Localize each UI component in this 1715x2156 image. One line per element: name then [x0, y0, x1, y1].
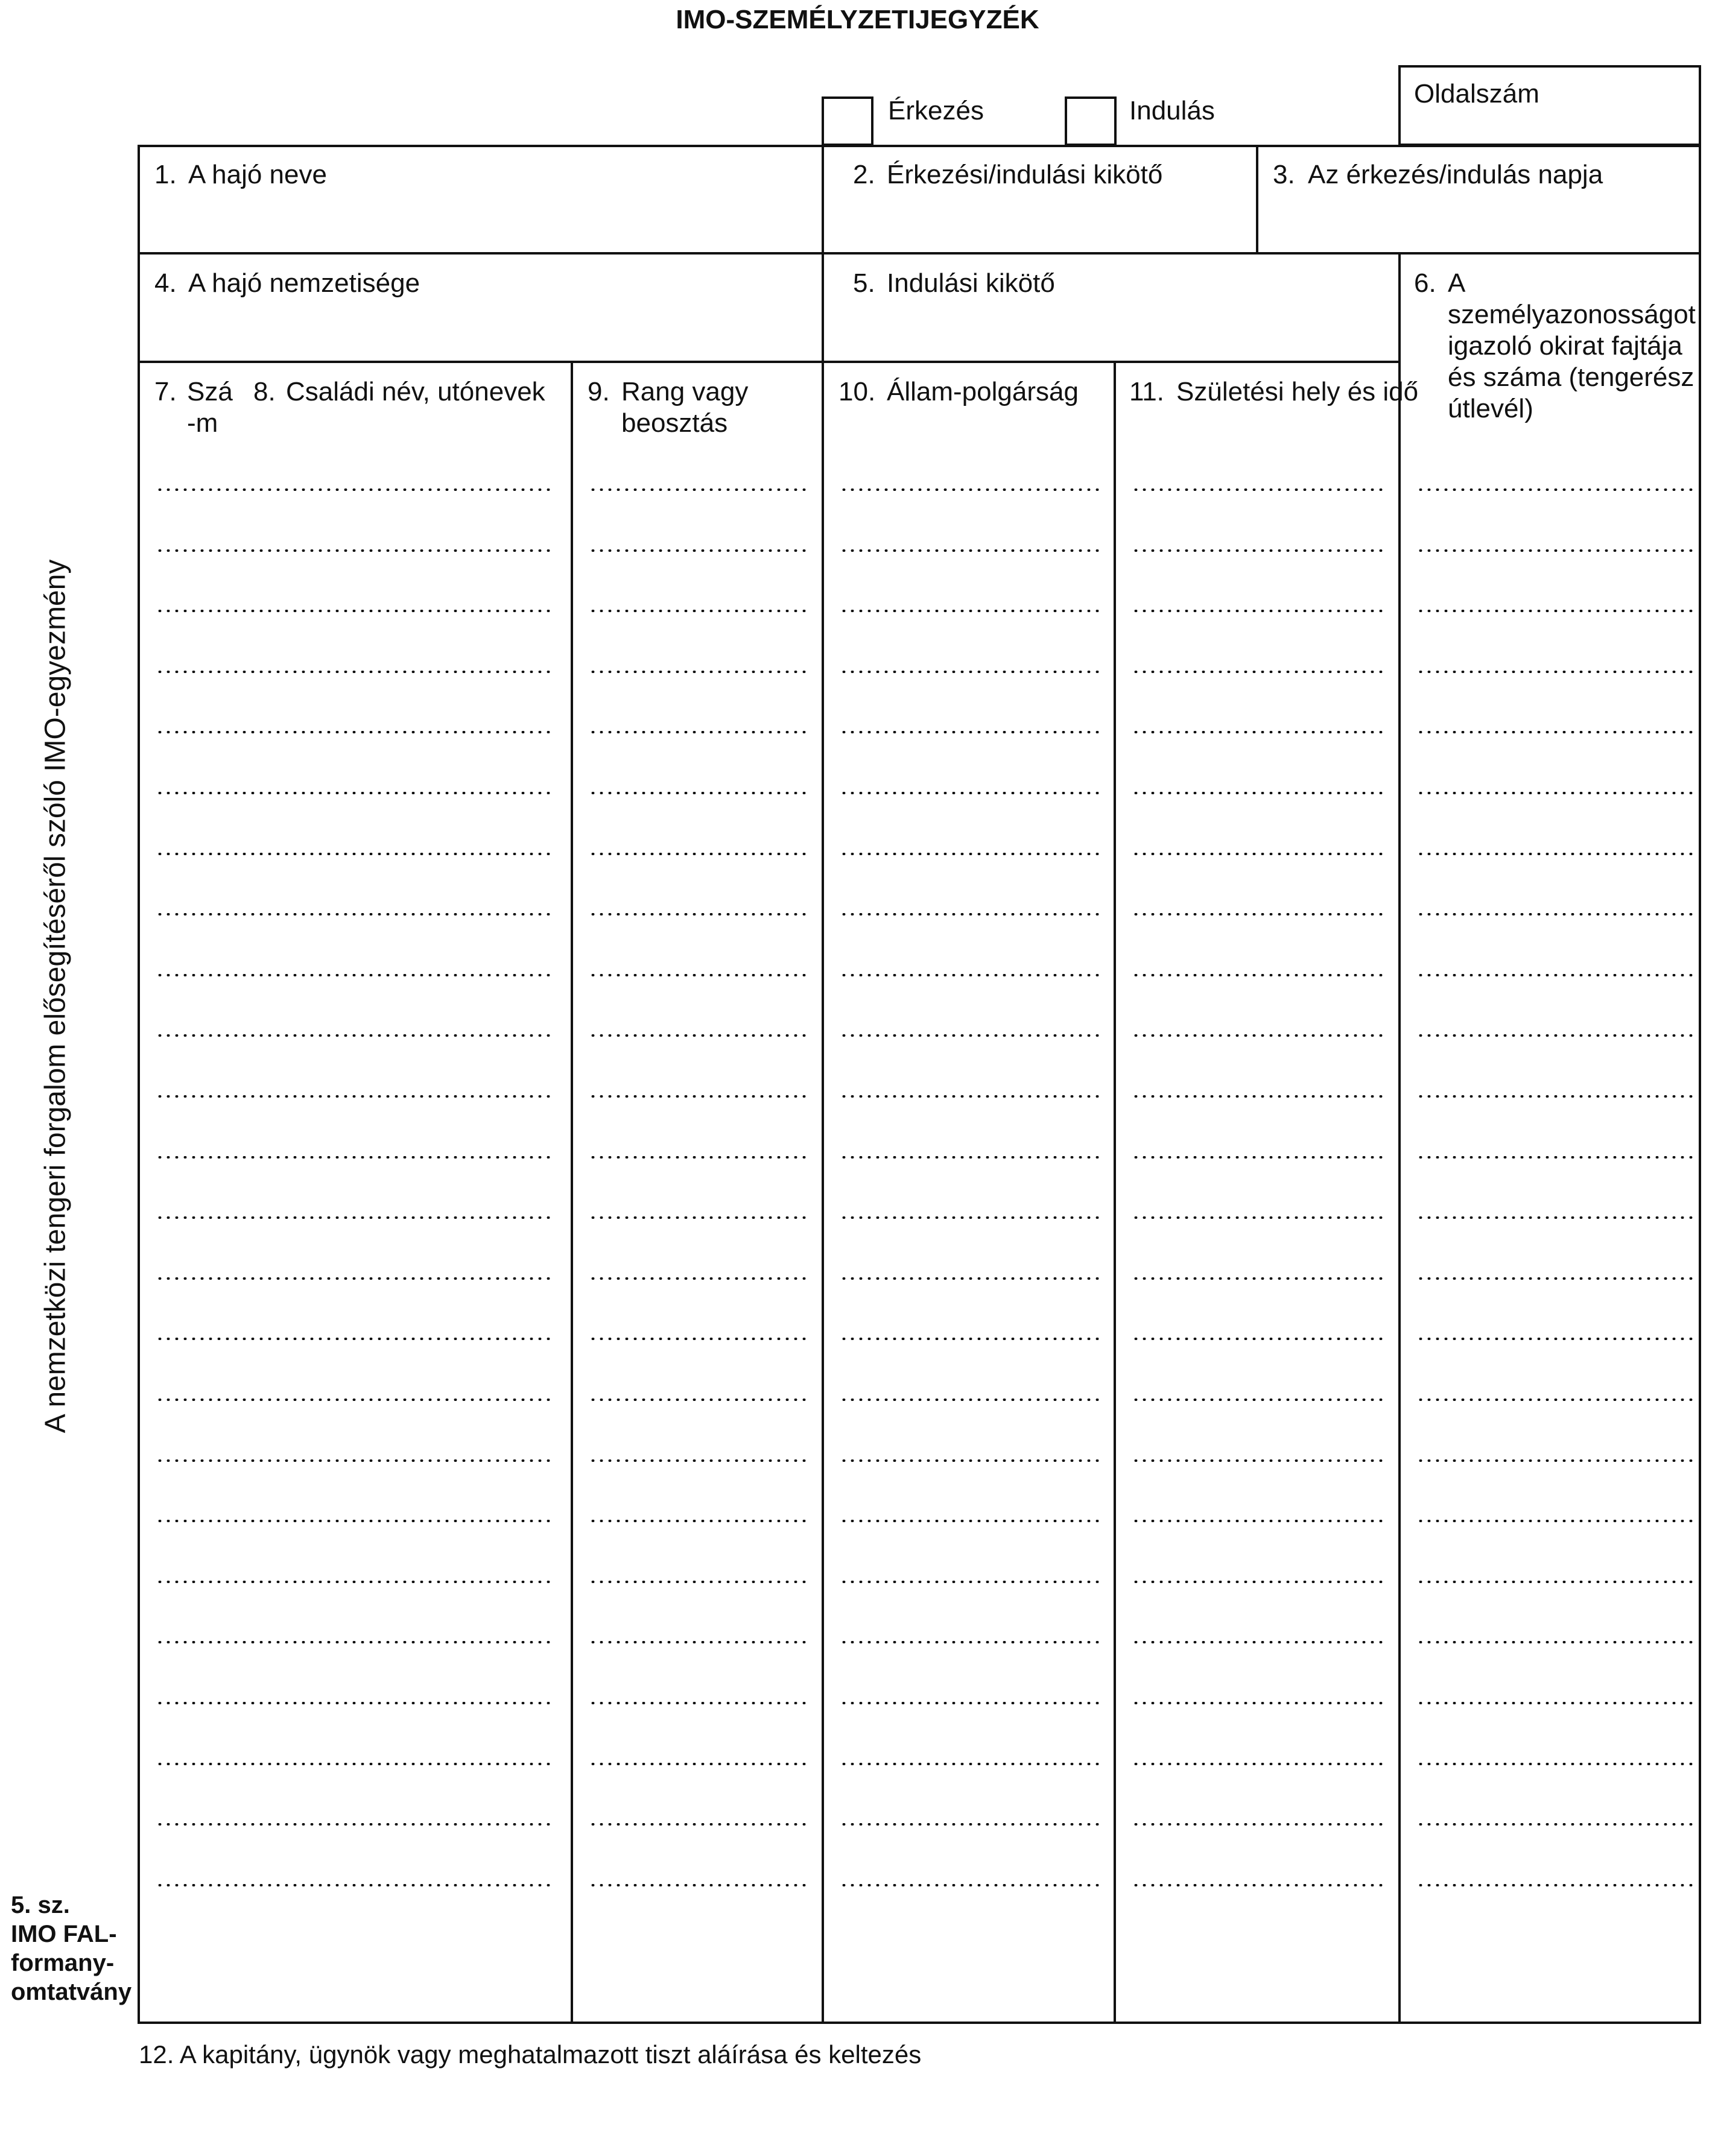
entry-dotted-line[interactable]: [156, 1216, 555, 1219]
entry-dotted-line[interactable]: [840, 1156, 1102, 1159]
entry-dotted-line[interactable]: [1132, 1884, 1386, 1886]
entry-dotted-line[interactable]: [1132, 1034, 1386, 1037]
entry-dotted-line[interactable]: [156, 1702, 555, 1704]
col-divider-c: [1398, 252, 1401, 2024]
entry-dotted-line[interactable]: [840, 1338, 1102, 1340]
field-11-label: Születési hely és idő: [1176, 377, 1419, 406]
entry-dotted-line[interactable]: [589, 671, 808, 673]
col-divider-d: [571, 361, 573, 2024]
form-number-line: IMO FAL-: [11, 1921, 117, 1947]
row-divider-1: [138, 252, 1701, 254]
entry-dotted-line[interactable]: [840, 488, 1102, 491]
entry-dotted-line[interactable]: [1132, 1399, 1386, 1401]
page-number-label: Oldalszám: [1414, 79, 1539, 109]
entry-dotted-line[interactable]: [1132, 1277, 1386, 1280]
entry-dotted-line[interactable]: [1416, 1338, 1694, 1340]
entry-dotted-line[interactable]: [1416, 1641, 1694, 1643]
entry-dotted-line[interactable]: [589, 853, 808, 855]
entry-dotted-line[interactable]: [156, 1034, 555, 1037]
entry-dotted-line[interactable]: [1416, 1277, 1694, 1280]
entry-dotted-line[interactable]: [589, 1095, 808, 1098]
entry-dotted-line[interactable]: [840, 1884, 1102, 1886]
field-8-number: 8.: [253, 377, 276, 406]
field-1-number: 1.: [154, 160, 177, 189]
entry-dotted-line[interactable]: [156, 1641, 555, 1643]
entry-dotted-line[interactable]: [1416, 1034, 1694, 1037]
entry-dotted-line[interactable]: [156, 1277, 555, 1280]
entry-dotted-line[interactable]: [589, 1884, 808, 1886]
entry-dotted-line[interactable]: [1132, 1338, 1386, 1340]
field-11-number: 11.: [1129, 377, 1164, 406]
entry-dotted-line[interactable]: [1416, 1763, 1694, 1765]
field-3-number: 3.: [1273, 160, 1295, 189]
entry-dotted-line[interactable]: [1416, 1702, 1694, 1704]
entry-dotted-line[interactable]: [1132, 1702, 1386, 1704]
form-number: [11, 1891, 132, 2006]
field-8-label: Családi név, utónevek: [286, 377, 545, 406]
entry-dotted-line[interactable]: [1132, 1095, 1386, 1098]
entry-dotted-line[interactable]: [156, 1156, 555, 1159]
entry-dotted-line[interactable]: [840, 1095, 1102, 1098]
entry-dotted-line[interactable]: [589, 1823, 808, 1826]
entry-dotted-line[interactable]: [840, 1702, 1102, 1704]
entry-dotted-line[interactable]: [589, 1702, 808, 1704]
entry-dotted-line[interactable]: [1416, 974, 1694, 976]
entry-dotted-line[interactable]: [589, 610, 808, 612]
entry-dotted-line[interactable]: [840, 1581, 1102, 1583]
field-2-number: 2.: [853, 160, 875, 189]
entry-dotted-line[interactable]: [156, 1520, 555, 1522]
entry-dotted-line[interactable]: [840, 1641, 1102, 1643]
entry-dotted-line[interactable]: [156, 610, 555, 612]
entry-dotted-line[interactable]: [840, 974, 1102, 976]
entry-dotted-line[interactable]: [589, 1156, 808, 1159]
arrival-checkbox[interactable]: [822, 96, 873, 146]
entry-dotted-line[interactable]: [1132, 1216, 1386, 1219]
field-5-number: 5.: [853, 268, 875, 298]
row-divider-2: [138, 361, 1400, 363]
entry-dotted-line[interactable]: [589, 1641, 808, 1643]
entry-dotted-line[interactable]: [156, 1823, 555, 1826]
form-number-line: omtatvány: [11, 1979, 132, 2005]
entry-dotted-line[interactable]: [589, 731, 808, 733]
entry-dotted-line[interactable]: [156, 549, 555, 552]
entry-dotted-line[interactable]: [1132, 610, 1386, 612]
entry-dotted-line[interactable]: [156, 974, 555, 976]
signature-line-label: 12. A kapitány, ügynök vagy meghatalmazott tiszt aláírása és keltezés: [139, 2040, 922, 2069]
entry-dotted-line[interactable]: [1416, 1884, 1694, 1886]
field-2-label: Érkezési/indulási kikötő: [887, 160, 1163, 189]
entry-dotted-line[interactable]: [1132, 853, 1386, 855]
field-10-number: 10.: [838, 377, 876, 406]
entry-dotted-line[interactable]: [840, 731, 1102, 733]
field-4-number: 4.: [154, 268, 177, 298]
entry-dotted-line[interactable]: [589, 792, 808, 794]
col-divider-b: [1256, 145, 1258, 253]
entry-dotted-line[interactable]: [1132, 488, 1386, 491]
entry-dotted-line[interactable]: [589, 488, 808, 491]
entry-dotted-line[interactable]: [156, 792, 555, 794]
field-9-label: Rang vagy beosztás: [621, 377, 749, 438]
entry-dotted-line[interactable]: [1416, 731, 1694, 733]
entry-dotted-line[interactable]: [156, 853, 555, 855]
entry-dotted-line[interactable]: [589, 974, 808, 976]
entry-dotted-line[interactable]: [1416, 488, 1694, 491]
entry-dotted-line[interactable]: [840, 1763, 1102, 1765]
field-7-number: 7.: [154, 377, 177, 406]
entry-dotted-line[interactable]: [589, 1277, 808, 1280]
field-3-label: Az érkezés/indulás napja: [1308, 160, 1603, 189]
field-9-number: 9.: [588, 377, 610, 406]
entry-dotted-line[interactable]: [1132, 1459, 1386, 1462]
entry-dotted-line[interactable]: [156, 1338, 555, 1340]
entry-dotted-line[interactable]: [589, 1034, 808, 1037]
field-10-label: Állam-polgárság: [887, 377, 1079, 406]
entry-dotted-line[interactable]: [156, 1763, 555, 1765]
entry-dotted-line[interactable]: [1416, 549, 1694, 552]
entry-dotted-line[interactable]: [1416, 1823, 1694, 1826]
entry-dotted-line[interactable]: [156, 913, 555, 915]
entry-dotted-line[interactable]: [589, 549, 808, 552]
entry-dotted-line[interactable]: [156, 1884, 555, 1886]
entry-dotted-line[interactable]: [1416, 1399, 1694, 1401]
entry-dotted-line[interactable]: [589, 1763, 808, 1765]
field-4-label: A hajó nemzetisége: [188, 268, 420, 298]
entry-dotted-line[interactable]: [1132, 913, 1386, 915]
entry-dotted-line[interactable]: [840, 1823, 1102, 1826]
entry-dotted-line[interactable]: [1416, 671, 1694, 673]
entry-dotted-line[interactable]: [1132, 1641, 1386, 1643]
entry-dotted-line[interactable]: [1416, 792, 1694, 794]
entry-dotted-line[interactable]: [840, 610, 1102, 612]
entry-dotted-line[interactable]: [589, 1459, 808, 1462]
entry-dotted-line[interactable]: [840, 671, 1102, 673]
entry-dotted-line[interactable]: [840, 1034, 1102, 1037]
entry-dotted-line[interactable]: [1132, 549, 1386, 552]
entry-dotted-line[interactable]: [156, 731, 555, 733]
arrival-label: Érkezés: [888, 96, 984, 125]
form-number-line: 5. sz.: [11, 1892, 70, 1918]
field-6-label: A személyazonosságot igazoló okirat fajtája és száma (tengerész útlevél): [1448, 268, 1696, 423]
entry-dotted-line[interactable]: [156, 1095, 555, 1098]
entry-dotted-line[interactable]: [589, 1338, 808, 1340]
entry-dotted-line[interactable]: [840, 1459, 1102, 1462]
entry-dotted-line[interactable]: [1416, 1095, 1694, 1098]
entry-dotted-line[interactable]: [1132, 1581, 1386, 1583]
entry-dotted-line[interactable]: [840, 853, 1102, 855]
departure-checkbox[interactable]: [1065, 96, 1117, 146]
entry-dotted-line[interactable]: [840, 913, 1102, 915]
entry-dotted-line[interactable]: [156, 1581, 555, 1583]
convention-side-text: A nemzetközi tengeri forgalom elősegítéséről szóló IMO-egyezmény: [39, 559, 72, 1434]
field-1-label: A hajó neve: [188, 160, 327, 189]
entry-dotted-line[interactable]: [840, 1520, 1102, 1522]
entry-dotted-line[interactable]: [1416, 1156, 1694, 1159]
form-table: [138, 145, 1701, 2024]
entry-dotted-line[interactable]: [1132, 974, 1386, 976]
form-number-line: formany-: [11, 1950, 115, 1976]
col-divider-a: [822, 145, 824, 2024]
entry-dotted-line[interactable]: [1416, 1520, 1694, 1522]
departure-label: Indulás: [1129, 96, 1215, 125]
entry-dotted-line[interactable]: [840, 792, 1102, 794]
entry-dotted-line[interactable]: [1132, 731, 1386, 733]
entry-dotted-line[interactable]: [1416, 853, 1694, 855]
entry-dotted-line[interactable]: [1132, 671, 1386, 673]
entry-dotted-line[interactable]: [156, 1459, 555, 1462]
entry-dotted-line[interactable]: [1132, 1823, 1386, 1826]
entry-dotted-line[interactable]: [1132, 1520, 1386, 1522]
field-7-label: Szá-m: [187, 377, 233, 438]
entry-dotted-line[interactable]: [1416, 610, 1694, 612]
field-5-label: Indulási kikötő: [887, 268, 1055, 298]
entry-dotted-line[interactable]: [1132, 1156, 1386, 1159]
field-6-number: 6.: [1414, 268, 1436, 298]
entry-dotted-line[interactable]: [840, 1216, 1102, 1219]
entry-dotted-line[interactable]: [156, 1399, 555, 1401]
entry-dotted-line[interactable]: [589, 1581, 808, 1583]
entry-dotted-line[interactable]: [589, 1216, 808, 1219]
col-divider-e: [1114, 361, 1116, 2024]
entry-dotted-line[interactable]: [589, 1399, 808, 1401]
entry-dotted-line[interactable]: [589, 1520, 808, 1522]
entry-dotted-line[interactable]: [840, 549, 1102, 552]
entry-dotted-line[interactable]: [1416, 913, 1694, 915]
entry-dotted-line[interactable]: [840, 1277, 1102, 1280]
entry-dotted-line[interactable]: [156, 488, 555, 491]
entry-dotted-line[interactable]: [1132, 792, 1386, 794]
entry-dotted-line[interactable]: [1416, 1216, 1694, 1219]
entry-dotted-line[interactable]: [840, 1399, 1102, 1401]
entry-dotted-line[interactable]: [589, 913, 808, 915]
entry-dotted-line[interactable]: [1416, 1581, 1694, 1583]
entry-dotted-line[interactable]: [1416, 1459, 1694, 1462]
entry-dotted-line[interactable]: [156, 671, 555, 673]
document-title: IMO-SZEMÉLYZETIJEGYZÉK: [676, 5, 1039, 34]
entry-dotted-line[interactable]: [1132, 1763, 1386, 1765]
